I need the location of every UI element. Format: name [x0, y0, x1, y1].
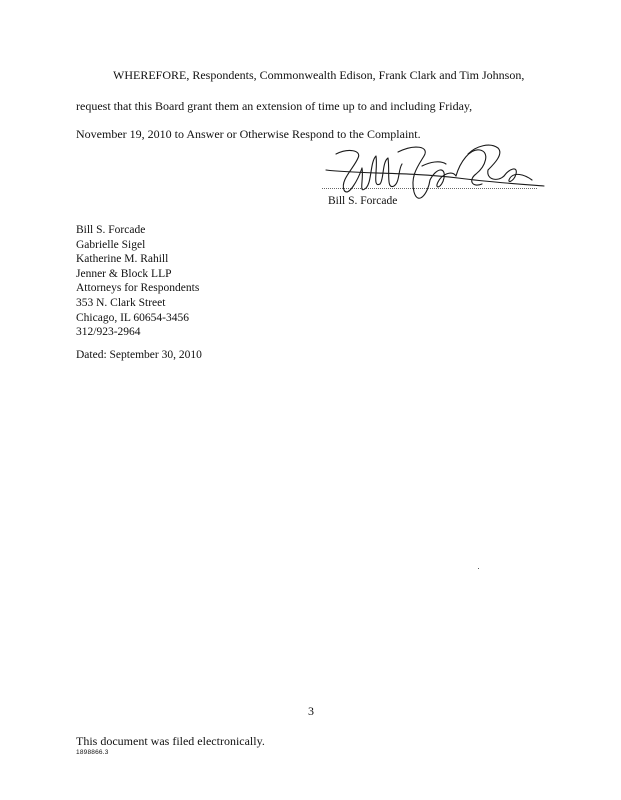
dated-line: Dated: September 30, 2010	[76, 349, 202, 361]
address-line: Bill S. Forcade	[76, 224, 146, 236]
address-line: Jenner & Block LLP	[76, 267, 172, 280]
page-number: 3	[308, 704, 314, 718]
address-line: Chicago, IL 60654-3456	[76, 311, 189, 324]
signer-name: Bill S. Forcade	[328, 195, 398, 207]
paragraph-line-3: November 19, 2010 to Answer or Otherwise Respond to the Complaint.	[76, 127, 421, 141]
address-line: 312/923-2964	[76, 326, 141, 339]
signature-block	[318, 140, 548, 212]
scan-speck	[478, 568, 479, 569]
filed-notice: This document was filed electronically.	[76, 734, 265, 748]
address-block	[76, 223, 199, 340]
paragraph-line-1: WHEREFORE, Respondents, Commonwealth Edison, Frank Clark and Tim Johnson,	[113, 68, 525, 82]
address-line: Attorneys for Respondents	[76, 282, 200, 295]
paragraph-line-2: request that this Board grant them an extension of time up to and including Friday,	[76, 99, 473, 113]
address-line: Katherine M. Rahill	[76, 253, 169, 266]
address-line: 353 N. Clark Street	[76, 296, 166, 309]
address-line: Gabrielle Sigel	[76, 238, 146, 251]
document-id: 1898866.3	[76, 749, 109, 756]
signature-line	[322, 188, 537, 189]
